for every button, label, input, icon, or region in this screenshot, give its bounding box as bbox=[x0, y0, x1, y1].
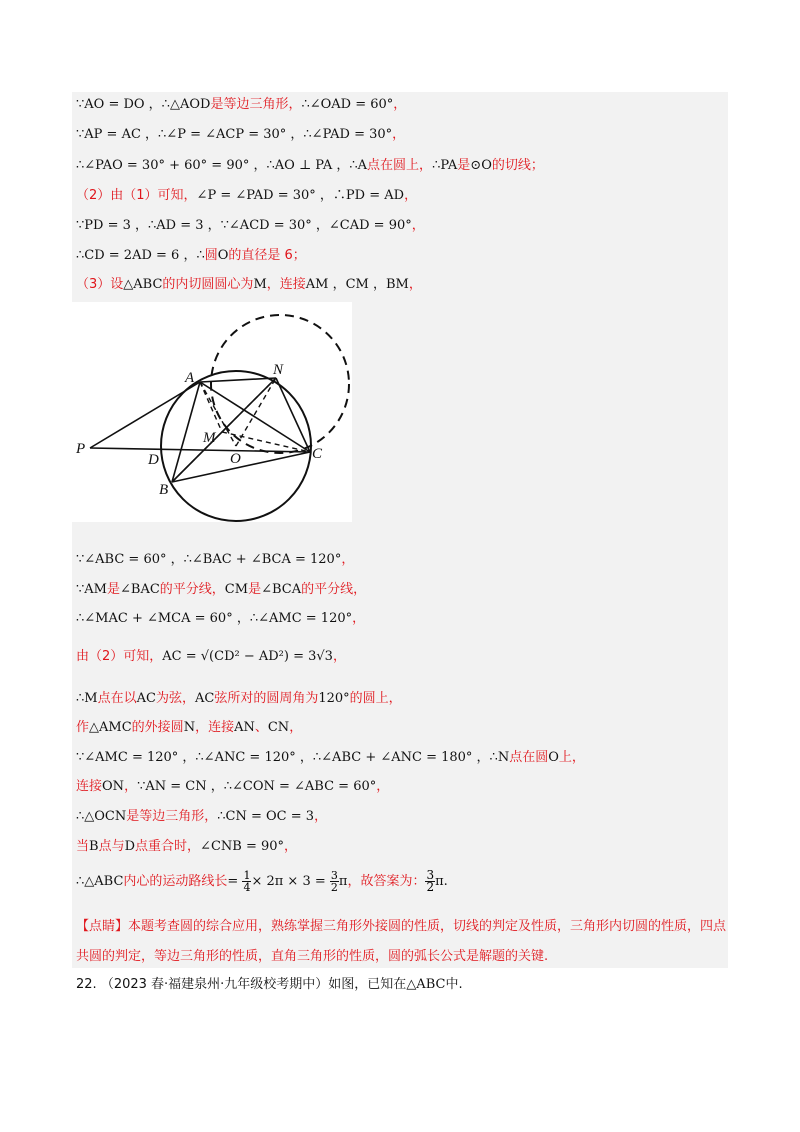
question-22 bbox=[76, 976, 463, 994]
line-8-part-1: ∵∠ABC = 60° ，∴∠BAC + ∠BCA = 120° bbox=[76, 552, 342, 567]
line-9-part-1: ∵AM bbox=[76, 582, 107, 597]
line-1-part-1: ∵AO = DO ，∴△AOD bbox=[76, 97, 211, 112]
line-9-part-4: 的平分线， bbox=[159, 582, 225, 597]
line-10-part-1: ∴∠MAC + ∠MCA = 60° ，∴∠AMC = 120° bbox=[76, 611, 353, 626]
line-13-part-6: AN bbox=[234, 720, 255, 735]
label-c: C bbox=[312, 446, 323, 462]
line-16-part-4: ， bbox=[314, 809, 328, 824]
question-end: 中. bbox=[445, 977, 463, 992]
fraction-3-2 bbox=[330, 870, 339, 893]
line-17-part-2: B bbox=[89, 839, 99, 854]
line-14-part-1: ∵∠AMC = 120° ，∴∠ANC = 120° ，∴∠ABC + ∠ANC = 180° ，∴N bbox=[76, 750, 510, 765]
line-12-part-7: 120° bbox=[318, 691, 350, 706]
solution-line-15 bbox=[76, 778, 389, 796]
fraction-answer bbox=[425, 870, 435, 893]
line-15-part-3: ， bbox=[124, 779, 138, 794]
line-2-part-2: ， bbox=[392, 127, 406, 142]
line-9-part-7: ∠BCA bbox=[261, 582, 302, 597]
line-16-part-2: 是等边三角形， bbox=[126, 809, 218, 824]
line-1-part-2: 是等边三角形， bbox=[210, 97, 302, 112]
solution-line-10 bbox=[76, 610, 365, 628]
line-9-part-5: CM bbox=[224, 582, 249, 597]
line-bc bbox=[172, 452, 310, 482]
line-7-part-2: △ABC bbox=[123, 277, 163, 292]
frac3-den: 2 bbox=[426, 880, 435, 894]
line-1-part-4: ， bbox=[393, 97, 407, 112]
solution-line-12 bbox=[76, 690, 402, 708]
line-16-part-1: ∴△OCN bbox=[76, 809, 127, 824]
line-13-part-2: △AMC bbox=[89, 720, 132, 735]
answer-prefix: ∴△ABC bbox=[76, 874, 124, 889]
line-3-part-3: ∴PA bbox=[432, 158, 458, 173]
line-12-part-2: 点在以 bbox=[97, 691, 137, 706]
line-6-part-4: 的直径是 6； bbox=[228, 248, 306, 263]
line-9-part-8: 的平分线， bbox=[301, 582, 367, 597]
solution-line-8 bbox=[76, 551, 354, 569]
line-an bbox=[200, 378, 276, 382]
line-15-part-2: ON bbox=[102, 779, 125, 794]
answer-pi: π bbox=[338, 874, 348, 889]
line-15-part-1: 连接 bbox=[76, 779, 103, 794]
line-3-part-4: 是 bbox=[457, 158, 471, 173]
line-7-part-5: ，连接 bbox=[266, 277, 306, 292]
line-17-part-7: ， bbox=[284, 839, 298, 854]
answer-eq: = bbox=[227, 874, 243, 889]
line-11-part-2: AC = √(CD² − AD²) = 3√3 bbox=[162, 649, 333, 664]
label-n: N bbox=[273, 362, 284, 378]
solution-line-2 bbox=[76, 126, 405, 144]
line-14-part-2: 点在圆 bbox=[509, 750, 549, 765]
line-17-part-3: 点与 bbox=[98, 839, 125, 854]
line-17-part-6: ∠CNB = 90° bbox=[200, 839, 285, 854]
geometry-figure bbox=[72, 302, 352, 522]
line-11-part-1: 由（2）可知， bbox=[76, 649, 163, 664]
line-7-part-7: ， bbox=[408, 277, 422, 292]
line-13-part-4: N bbox=[183, 720, 196, 735]
line-7-part-3: 的内切圆圆心为 bbox=[162, 277, 254, 292]
solution-line-4 bbox=[76, 187, 417, 205]
line-4-part-2: ∠P = ∠PAD = 30° ，∴PD = AD bbox=[196, 188, 405, 203]
label-d: D bbox=[148, 452, 159, 468]
line-3-part-2: 点在圆上， bbox=[367, 158, 433, 173]
line-13-part-8: CN bbox=[267, 720, 290, 735]
line-16-part-3: ∴CN = OC = 3 bbox=[217, 809, 315, 824]
line-mn-dashed bbox=[222, 378, 276, 432]
line-3-part-6: 的切线； bbox=[491, 158, 544, 173]
line-12-part-6: 弦所对的圆周角为 bbox=[214, 691, 319, 706]
line-8-part-2: ， bbox=[341, 552, 355, 567]
line-6-part-3: O bbox=[217, 248, 229, 263]
line-5-part-1: ∵PD = 3 ，∴AD = 3 ，∵∠ACD = 30° ，∠CAD = 90° bbox=[76, 218, 412, 233]
solution-line-6 bbox=[76, 247, 306, 265]
solution-line-7 bbox=[76, 276, 422, 294]
line-7-part-6: AM ，CM ，BM bbox=[305, 277, 409, 292]
solution-line-3 bbox=[76, 157, 544, 175]
answer-pi-2: π bbox=[435, 874, 444, 889]
solution-line-1 bbox=[76, 96, 406, 114]
line-12-part-3: AC bbox=[136, 691, 156, 706]
solution-line-17 bbox=[76, 838, 297, 856]
question-math: △ABC bbox=[406, 977, 446, 992]
line-6-part-1: ∴CD = 2AD = 6 ，∴ bbox=[76, 248, 205, 263]
line-5-part-2: ， bbox=[411, 218, 425, 233]
question-number: 22. bbox=[76, 977, 97, 992]
solution-line-11 bbox=[76, 648, 346, 666]
line-4-part-1: （2）由（1）可知， bbox=[76, 188, 197, 203]
line-9-part-2: 是 bbox=[106, 582, 120, 597]
line-13-part-5: ，连接 bbox=[195, 720, 235, 735]
label-m: M bbox=[203, 430, 216, 446]
frac1-num: 1 bbox=[243, 869, 251, 882]
answer-text-2: ，故答案为： bbox=[347, 874, 426, 889]
line-12-part-4: 为弦， bbox=[155, 691, 195, 706]
line-14-part-3: O bbox=[548, 750, 559, 765]
label-b: B bbox=[159, 482, 169, 498]
line-11-part-3: ， bbox=[332, 649, 346, 664]
label-a: A bbox=[185, 370, 195, 386]
frac2-den: 2 bbox=[330, 881, 338, 894]
key-point-note: 【点睛】本题考查圆的综合应用，熟练掌握三角形外接圆的性质，切线的判定及性质，三角形内切圆的性质，四点共圆的判定，等边三角形的性质，直角三角形的性质，圆的弧长公式是解题的关键. bbox=[76, 919, 727, 964]
line-13-part-1: 作 bbox=[76, 720, 90, 735]
line-13-part-9: ， bbox=[289, 720, 303, 735]
frac2-num: 3 bbox=[330, 869, 338, 882]
line-15-part-4: ∵AN = CN ，∴∠CON = ∠ABC = 60° bbox=[137, 779, 377, 794]
frac3-num: 3 bbox=[426, 868, 435, 882]
answer-end: . bbox=[443, 874, 448, 889]
solution-line-16 bbox=[76, 808, 327, 826]
label-p: P bbox=[76, 441, 86, 457]
frac1-den: 4 bbox=[243, 881, 251, 894]
solution-line-14 bbox=[76, 749, 585, 767]
line-3-part-5: ⊙O bbox=[470, 158, 492, 173]
answer-mid: × 2π × 3 = bbox=[251, 874, 330, 889]
line-4-part-3: ， bbox=[404, 188, 418, 203]
solution-line-9 bbox=[76, 581, 366, 599]
line-17-part-5: 点重合时， bbox=[135, 839, 201, 854]
line-9-part-3: ∠BAC bbox=[120, 582, 160, 597]
answer-line bbox=[76, 870, 448, 893]
line-9-part-6: 是 bbox=[248, 582, 262, 597]
line-12-part-1: ∴M bbox=[76, 691, 98, 706]
question-source: （2023 春·福建泉州·九年级校考期中）如图，已知在 bbox=[100, 977, 407, 992]
solution-line-13 bbox=[76, 719, 302, 737]
line-12-part-8: 的圆上， bbox=[349, 691, 402, 706]
line-7-part-1: （3）设 bbox=[76, 277, 124, 292]
line-17-part-4: D bbox=[124, 839, 136, 854]
line-mc-dashed bbox=[222, 432, 310, 452]
line-3-part-1: ∴∠PAO = 30° + 60° = 90° ，∴AO ⊥ PA ，∴A bbox=[76, 158, 368, 173]
line-17-part-1: 当 bbox=[76, 839, 90, 854]
line-1-part-3: ∴∠OAD = 60° bbox=[301, 97, 394, 112]
solution-line-5 bbox=[76, 217, 425, 235]
line-14-part-4: 上， bbox=[558, 750, 585, 765]
line-6-part-2: 圆 bbox=[204, 248, 218, 263]
line-10-part-2: ， bbox=[352, 611, 366, 626]
answer-text-1: 内心的运动路线长 bbox=[123, 874, 228, 889]
line-13-part-7: 、 bbox=[254, 720, 268, 735]
label-o: O bbox=[230, 451, 241, 467]
line-7-part-4: M bbox=[253, 277, 267, 292]
line-pc bbox=[90, 448, 310, 452]
geometry-diagram bbox=[72, 302, 352, 522]
line-15-part-5: ， bbox=[376, 779, 390, 794]
line-13-part-3: 的外接圆 bbox=[131, 720, 184, 735]
line-2-part-1: ∵AP = AC ，∴∠P = ∠ACP = 30° ，∴∠PAD = 30° bbox=[76, 127, 393, 142]
line-12-part-5: AC bbox=[194, 691, 215, 706]
